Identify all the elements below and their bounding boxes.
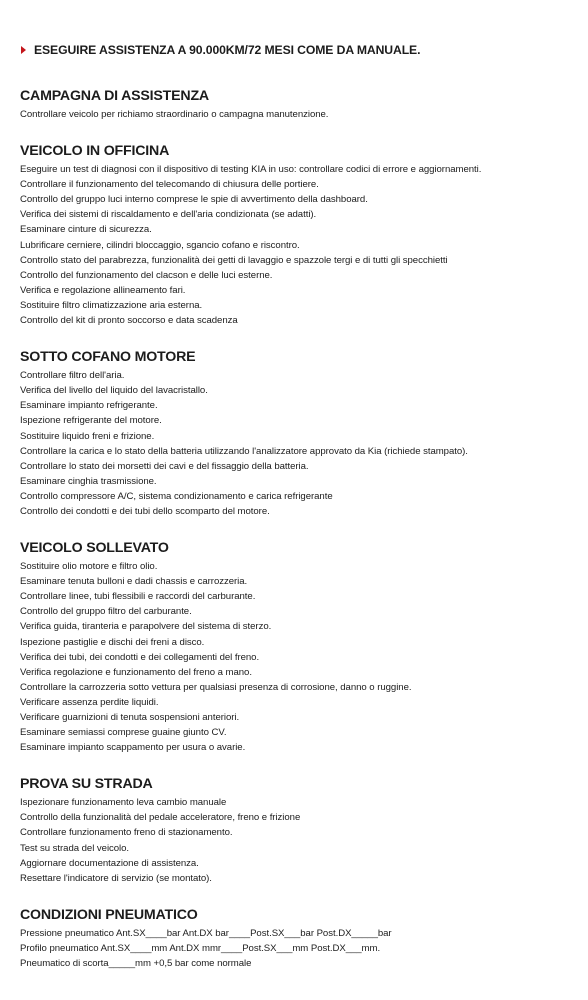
section-condizioni-pneumatico <box>20 905 568 971</box>
checklist-item: Pneumatico di scorta_____mm +0,5 bar come normale <box>20 958 252 970</box>
checklist-item: Esaminare impianto scappamento per usura o avarie. <box>20 742 246 754</box>
checklist-item: Controllare la carrozzeria sotto vettura per qualsiasi presenza di corrosione, danno o ruggine. <box>20 681 412 693</box>
section-title: CAMPAGNA DI ASSISTENZA <box>20 88 209 104</box>
checklist-item: Controllo del funzionamento del clacson e delle luci esterne. <box>20 269 273 281</box>
section-veicolo-officina <box>20 141 568 328</box>
checklist-item: Verifica dei tubi, dei condotti e dei collegamenti del freno. <box>20 651 260 663</box>
section-sotto-cofano <box>20 347 568 519</box>
checklist-item: Sostituire liquido freni e frizione. <box>20 430 155 442</box>
checklist-item: Verificare assenza perdite liquidi. <box>20 696 159 708</box>
checklist-item: Controllare la carica e lo stato della batteria utilizzando l'analizzatore approvato da Kia (richiede stampato). <box>20 445 468 457</box>
section-title: CONDIZIONI PNEUMATICO <box>20 906 198 923</box>
service-interval-note <box>20 40 568 60</box>
checklist-item: Resettare l'indicatore di servizio (se montato). <box>20 872 212 884</box>
checklist-item: Test su strada del veicolo. <box>20 842 130 854</box>
checklist-item: Esaminare cinture di sicurezza. <box>20 224 152 236</box>
checklist-item: Verificare guarnizioni di tenuta sospensioni anteriori. <box>20 712 240 723</box>
checklist-item: Controllare veicolo per richiamo straordinario o campagna manutenzione. <box>20 109 329 120</box>
checklist-item: Esaminare impianto refrigerante. <box>20 400 158 412</box>
checklist-item: Controllare lo stato dei morsetti dei cavi e del fissaggio della batteria. <box>20 460 309 472</box>
checklist-item: Controllare filtro dell'aria. <box>20 370 125 382</box>
checklist-item: Eseguire un test di diagnosi con il dispositivo di testing KIA in uso: controllare codici di errore e aggiornamenti. <box>20 164 482 176</box>
checklist-item: Verifica regolazione e funzionamento del freno a mano. <box>20 666 252 678</box>
checklist-item: Controllare linee, tubi flessibili e raccordi del carburante. <box>20 591 256 603</box>
checklist-item: Esaminare semiassi comprese guaine giunto CV. <box>20 727 227 739</box>
checklist-item: Verifica del livello del liquido del lavacristallo. <box>20 385 208 397</box>
checklist-item: Esaminare cinghia trasmissione. <box>20 475 157 487</box>
checklist-item: Controllare il funzionamento del telecomando di chiusura delle portiere. <box>20 179 319 191</box>
checklist-item: Sostituire olio motore e filtro olio. <box>20 561 158 573</box>
section-veicolo-sollevato <box>20 538 568 755</box>
checklist-item: Controllo del gruppo luci interno comprese le spie di avvertimento della dashboard. <box>20 194 368 206</box>
service-interval-text: ESEGUIRE ASSISTENZA A 90.000KM/72 MESI COME DA MANUALE. <box>34 43 421 57</box>
checklist-item: Controllo del gruppo filtro del carburante. <box>20 606 192 618</box>
checklist-item: Verifica dei sistemi di riscaldamento e dell'aria condizionata (se adatti). <box>20 209 317 221</box>
checklist-item: Ispezione refrigerante del motore. <box>20 415 162 427</box>
triangle-right-icon <box>21 46 26 54</box>
checklist-item: Verifica guida, tiranteria e parapolvere del sistema di sterzo. <box>20 621 272 633</box>
checklist-item: Aggiornare documentazione di assistenza. <box>20 857 199 869</box>
section-prova-su-strada <box>20 774 568 886</box>
checklist-item: Verifica e regolazione allineamento fari. <box>20 284 186 296</box>
checklist-item: Profilo pneumatico Ant.SX____mm Ant.DX mmr____Post.SX___mm Post.DX___mm. <box>20 942 381 954</box>
section-title: VEICOLO SOLLEVATO <box>20 540 169 557</box>
section-title: SOTTO COFANO MOTORE <box>20 349 196 366</box>
section-title: VEICOLO IN OFFICINA <box>20 143 170 160</box>
checklist-item: Pressione pneumatico Ant.SX____bar Ant.DX bar____Post.SX___bar Post.DX_____bar <box>20 927 392 939</box>
section-title: PROVA SU STRADA <box>20 776 153 793</box>
checklist-item: Ispezione pastiglie e dischi dei freni a disco. <box>20 636 205 648</box>
checklist-item: Sostituire filtro climatizzazione aria esterna. <box>20 299 203 311</box>
checklist-item: Controllo compressore A/C, sistema condizionamento e carica refrigerante <box>20 490 333 502</box>
checklist-item: Controllo del kit di pronto soccorso e data scadenza <box>20 315 238 327</box>
checklist-item: Lubrificare cerniere, cilindri bloccaggio, sgancio cofano e riscontro. <box>20 239 300 251</box>
checklist-item: Controllo dei condotti e dei tubi dello scomparto del motore. <box>20 505 270 517</box>
checklist-item: Ispezionare funzionamento leva cambio manuale <box>20 797 227 809</box>
checklist-item: Controllo stato del parabrezza, funzionalità dei getti di lavaggio e spazzole tergi e di tutti gli specchietti <box>20 254 448 266</box>
checklist-item: Controllare funzionamento freno di stazionamento. <box>20 827 233 839</box>
checklist-item: Controllo della funzionalità del pedale acceleratore, freno e frizione <box>20 812 301 824</box>
checklist-item: Esaminare tenuta bulloni e dadi chassis e carrozzeria. <box>20 576 248 588</box>
section-campagna-assistenza <box>20 86 568 122</box>
